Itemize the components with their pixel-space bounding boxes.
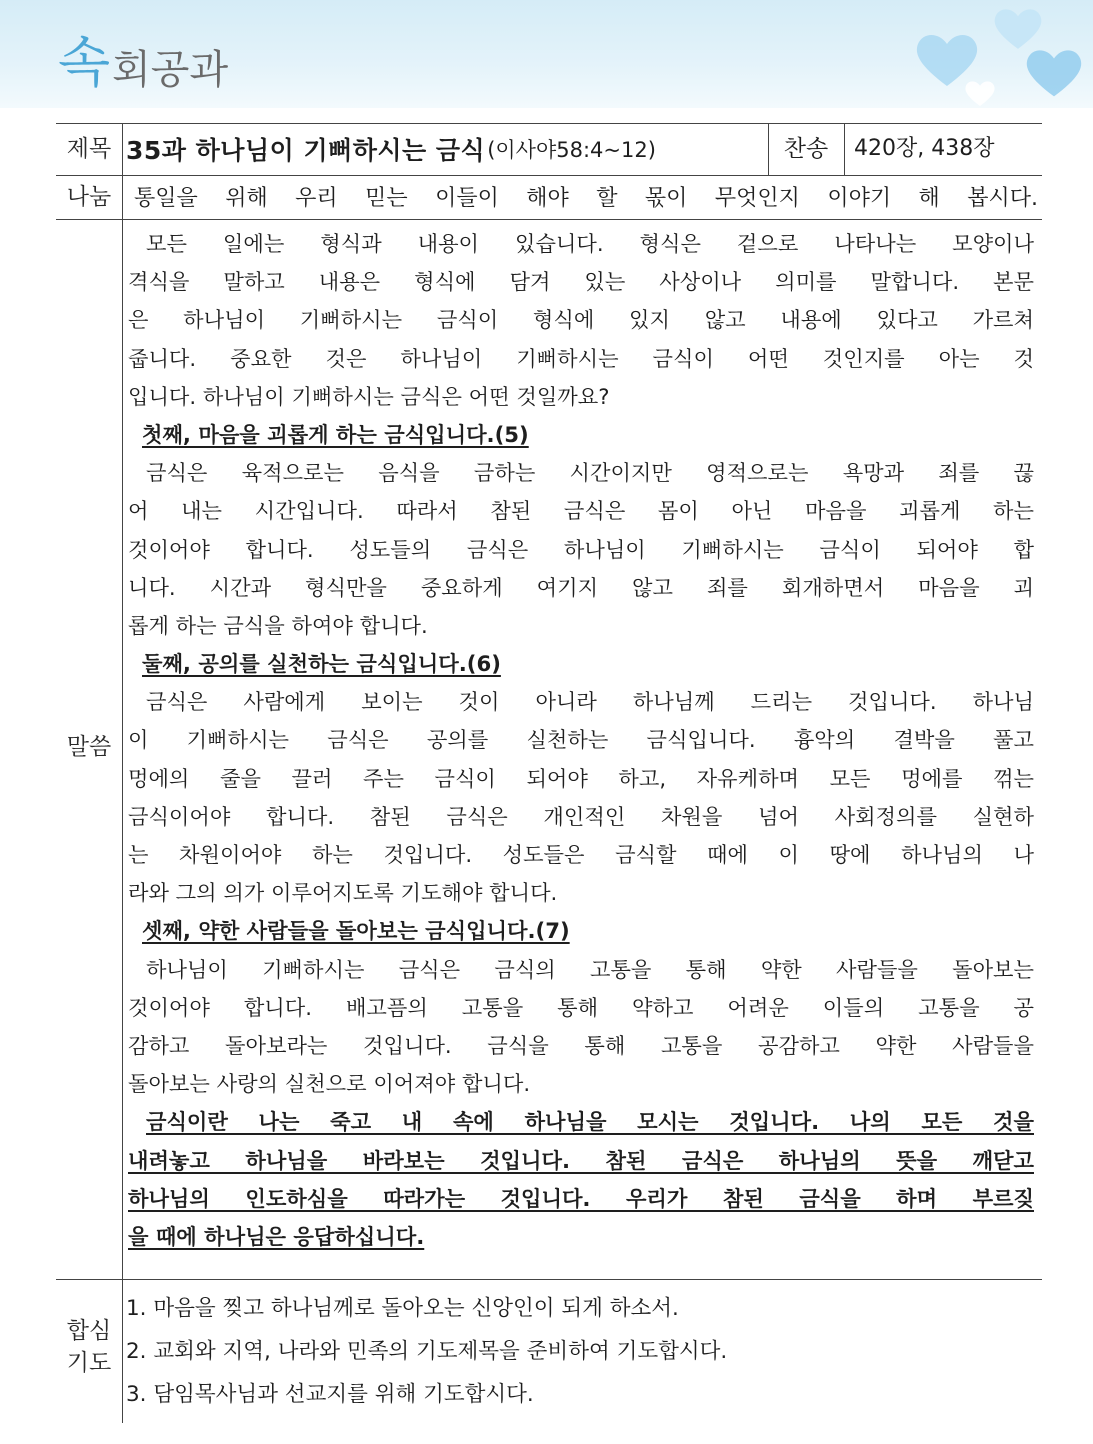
prayer-item: 1. 마음을 찢고 하나님께로 돌아오는 신앙인이 되게 하소서.	[126, 1296, 679, 1321]
prayer-list	[126, 1287, 1026, 1416]
heart-icon	[1022, 44, 1086, 100]
page-title-accent: 속	[58, 31, 111, 94]
sermon-line: 모든 일에는 형식과 내용이 있습니다. 형식은 겉으로 나타나는 모양이나	[146, 231, 1034, 256]
point-heading: 셋째, 약한 사람들을 돌아보는 금식입니다.(7)	[142, 918, 570, 944]
sermon-line: 라와 그의 의가 이루어지도록 기도해야 합니다.	[128, 880, 558, 906]
hymn-label: 찬송	[783, 136, 829, 162]
sermon-line: 격식을 말하고 내용은 형식에 담겨 있는 사상이나 의미를 말합니다. 본문	[128, 269, 1034, 295]
lesson-table	[56, 123, 1042, 1423]
sermon-line: 멍에의 줄을 끌러 주는 금식이 되어야 하고, 자유케하며 모든 멍에를 꺾는	[128, 765, 1034, 791]
table-rule	[56, 1279, 1042, 1280]
conclusion-line: 금식이란 나는 죽고 내 속에 하나님을 모시는 것입니다. 나의 모든 것을	[146, 1109, 1034, 1135]
sermon-line: 감하고 돌아보라는 것입니다. 금식을 통해 고통을 공감하고 약한 사람들을	[128, 1032, 1034, 1058]
sermon-line: 이 기뻐하시는 금식은 공의를 실천하는 금식입니다. 흉악의 결박을 풀고	[128, 727, 1034, 753]
sermon-line: 하나님이 기뻐하시는 금식은 금식의 고통을 통해 약한 사람들을 돌아보는	[146, 956, 1034, 982]
sermon-line: 은 하나님이 기뻐하시는 금식이 형식에 있지 않고 내용에 있다고 가르쳐	[128, 307, 1034, 333]
hymn-numbers: 420장, 438장	[854, 136, 995, 161]
title-label: 제목	[66, 136, 112, 162]
prayer-label-2: 기도	[66, 1350, 112, 1376]
page-title	[58, 20, 229, 94]
prayer-item: 3. 담임목사님과 선교지를 위해 기도합시다.	[126, 1382, 534, 1407]
table-rule	[56, 219, 1042, 220]
page-title-rest: 회공과	[112, 47, 229, 93]
sermon-line: 금식이어야 합니다. 참된 금식은 개인적인 차원을 넘어 사회정의를 실현하	[128, 803, 1034, 829]
sermon-line: 줍니다. 중요한 것은 하나님이 기뻐하시는 금식이 어떤 것인지를 아는 것	[128, 345, 1034, 371]
prayer-item: 2. 교회와 지역, 나라와 민족의 기도제목을 준비하여 기도합시다.	[126, 1339, 728, 1364]
lesson-title: 35과 하나님이 기뻐하시는 금식	[126, 136, 486, 165]
conclusion-line: 하나님의 인도하심을 따라가는 것입니다. 우리가 참된 금식을 하며 부르짖	[128, 1185, 1034, 1211]
share-label: 나눔	[66, 184, 112, 210]
sermon-line: 는 차원이어야 하는 것입니다. 성도들은 금식할 때에 이 땅에 하나님의 나	[128, 842, 1034, 867]
sermon-line: 금식은 사람에게 보이는 것이 아니라 하나님께 드리는 것입니다. 하나님	[146, 689, 1034, 715]
prayer-label-1: 합심	[66, 1318, 112, 1344]
conclusion-line: 내려놓고 하나님을 바라보는 것입니다. 참된 금식은 하나님의 뜻을 깨닫고	[128, 1147, 1034, 1173]
word-label: 말씀	[66, 734, 112, 760]
sermon-line: 어 내는 시간입니다. 따라서 참된 금식은 몸이 아닌 마음을 괴롭게 하는	[128, 498, 1034, 524]
heart-icon	[960, 78, 1000, 108]
table-rule	[56, 175, 1042, 176]
scripture-reference: (이사야58:4~12)	[487, 138, 656, 162]
sermon-line: 니다. 시간과 형식만을 중요하게 여기지 않고 죄를 회개하면서 마음을 괴	[128, 574, 1034, 600]
share-question: 통일을 위해 우리 믿는 이들이 해야 할 몫이 무엇인지 이야기 해 봅시다.	[134, 186, 1038, 211]
sermon-line: 롭게 하는 금식을 하여야 합니다.	[128, 612, 428, 638]
sermon-line: 돌아보는 사랑의 실천으로 이어져야 합니다.	[128, 1071, 531, 1097]
sermon-line: 입니다. 하나님이 기뻐하시는 금식은 어떤 것일까요?	[128, 383, 610, 409]
sermon-line: 것이어야 합니다. 배고픔의 고통을 통해 약하고 어려운 이들의 고통을 공	[128, 994, 1034, 1020]
sermon-line: 것이어야 합니다. 성도들의 금식은 하나님이 기뻐하시는 금식이 되어야 합	[128, 536, 1034, 562]
sermon-body	[128, 225, 1034, 1256]
header-banner	[0, 0, 1093, 108]
conclusion-line: 을 때에 하나님은 응답하십니다.	[128, 1223, 425, 1249]
table-rule	[122, 123, 123, 1423]
point-heading: 둘째, 공의를 실천하는 금식입니다.(6)	[142, 651, 501, 677]
sermon-line: 금식은 육적으로는 음식을 금하는 시간이지만 영적으로는 욕망과 죄를 끊	[146, 460, 1034, 486]
point-heading: 첫째, 마음을 괴롭게 하는 금식입니다.(5)	[142, 421, 529, 447]
